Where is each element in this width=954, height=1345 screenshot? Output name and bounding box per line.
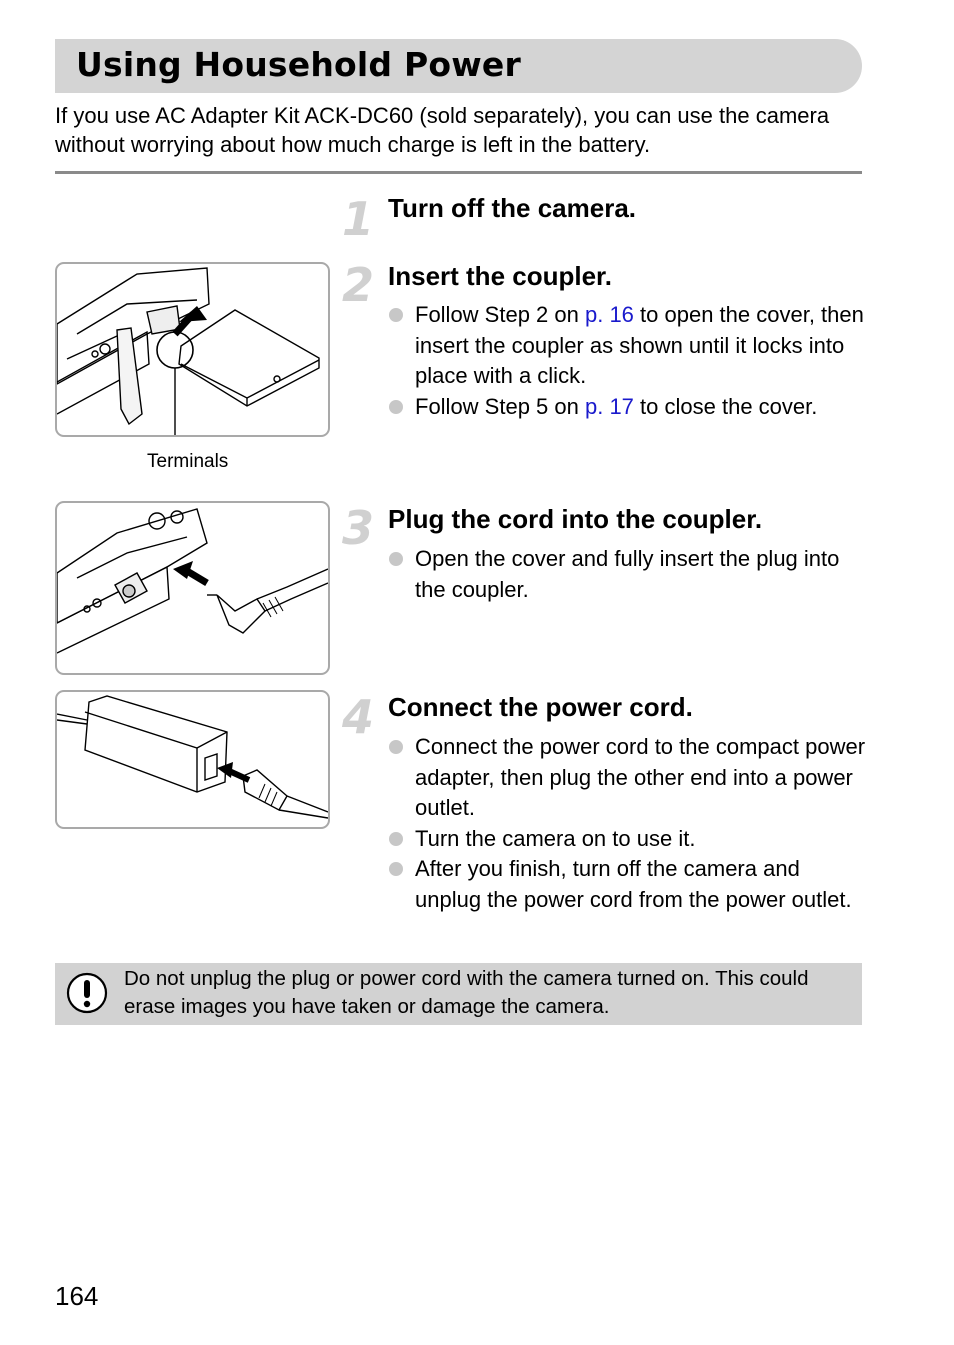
divider xyxy=(55,171,862,174)
list-item xyxy=(388,732,868,824)
power-adapter-illustration xyxy=(55,690,330,829)
coupler-insertion-illustration xyxy=(55,262,330,437)
list-item xyxy=(388,854,868,915)
step-4-number: 4 xyxy=(342,690,375,744)
step-2-bullets xyxy=(388,300,868,422)
page-number: 164 xyxy=(55,1281,99,1311)
caution-box xyxy=(55,963,862,1025)
bullet-dot-icon xyxy=(389,400,403,414)
list-item xyxy=(388,544,868,605)
intro-text: If you use AC Adapter Kit ACK-DC60 (sold separately), you can use the camera without worrying about how much charge is left in the battery. xyxy=(55,103,830,157)
bullet-text: After you finish, turn off the camera and unplug the power cord from the power outlet. xyxy=(415,856,852,912)
step-3-number: 3 xyxy=(342,501,375,555)
step-3-bullets xyxy=(388,544,868,605)
step-4-bullets xyxy=(388,732,868,915)
bullet-text: to open the cover, then insert the coupler as shown until it locks into place with a click. xyxy=(415,302,864,388)
page-link-17[interactable]: p. 17 xyxy=(584,393,634,419)
bullet-text: Follow Step 2 on xyxy=(415,302,585,327)
step-1-number: 1 xyxy=(342,192,375,246)
caution-text: Do not unplug the plug or power cord with the camera turned on. This could erase images you have taken or damage the camera. xyxy=(124,967,809,1018)
bullet-text: Follow Step 5 on xyxy=(415,393,585,419)
bullet-text: Turn the camera on to use it. xyxy=(415,825,696,851)
bullet-dot-icon xyxy=(389,832,403,846)
bullet-text: Open the cover and fully insert the plug into the coupler. xyxy=(415,546,840,602)
step-2-number: 2 xyxy=(342,258,375,312)
step-3-title: Plug the cord into the coupler. xyxy=(388,504,763,534)
caution-exclamation-icon xyxy=(65,971,109,1015)
step-2-title: Insert the coupler. xyxy=(388,261,612,291)
list-item xyxy=(388,300,868,392)
step-4-title: Connect the power cord. xyxy=(388,692,693,722)
bullet-dot-icon xyxy=(389,552,403,566)
bullet-dot-icon xyxy=(389,862,403,876)
bullet-dot-icon xyxy=(389,740,403,754)
bullet-text: Connect the power cord to the compact power adapter, then plug the other end into a power outlet. xyxy=(415,734,866,820)
bullet-dot-icon xyxy=(389,308,403,322)
page-link-16[interactable]: p. 16 xyxy=(584,302,634,327)
terminals-caption: Terminals xyxy=(147,451,229,472)
plug-cord-illustration xyxy=(55,501,330,675)
list-item xyxy=(388,392,868,423)
list-item xyxy=(388,824,868,855)
page-title: Using Household Power xyxy=(76,45,521,84)
step-1-title: Turn off the camera. xyxy=(388,193,637,223)
bullet-text: to close the cover. xyxy=(633,393,818,419)
title-bar xyxy=(55,39,862,93)
